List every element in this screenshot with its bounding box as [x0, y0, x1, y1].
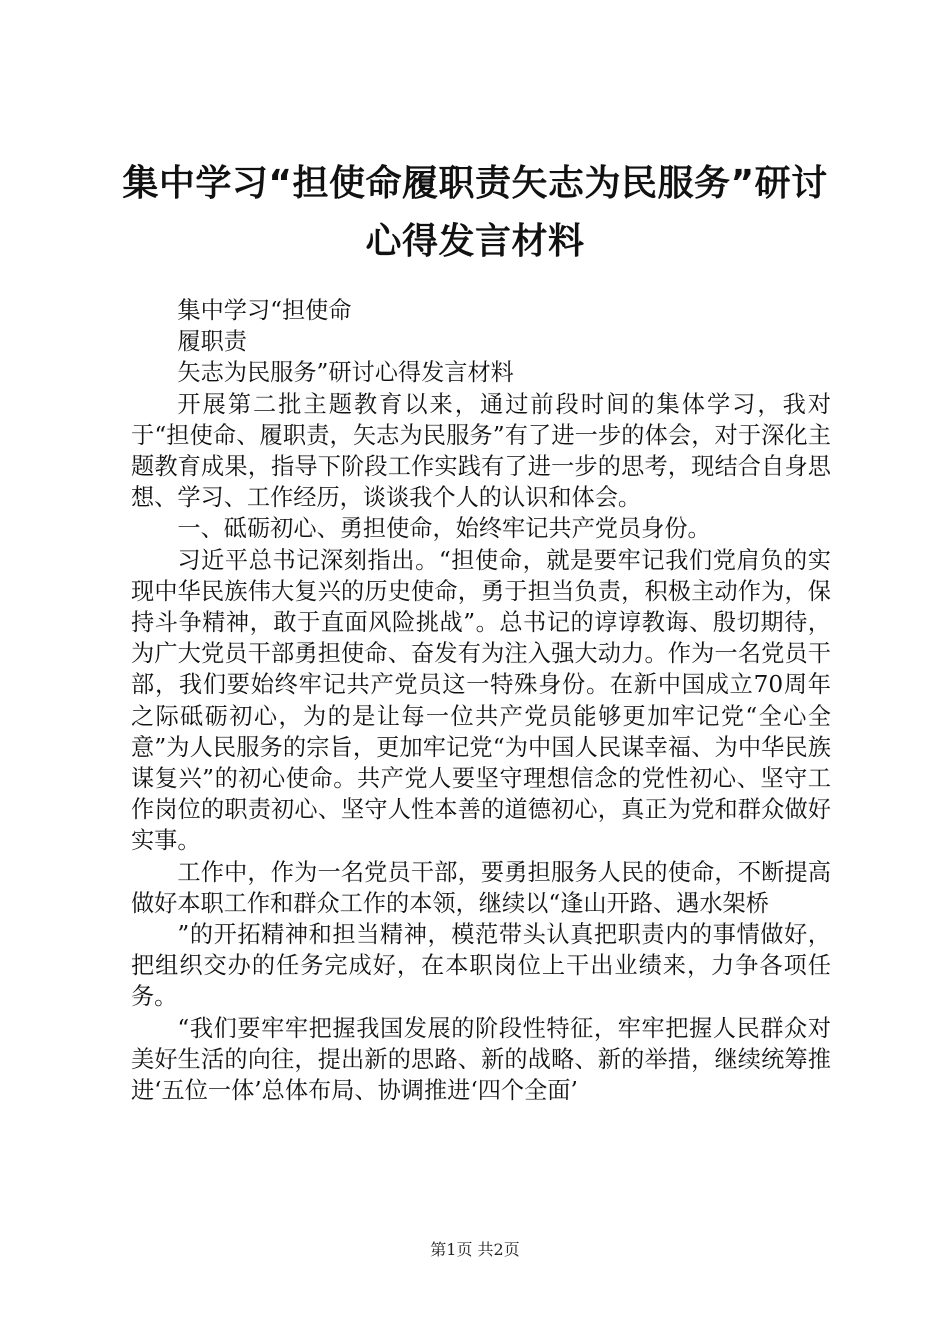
body-paragraph: 工作中，作为一名党员干部，要勇担服务人民的使命，不断提高做好本职工作和群众工作的本领，继续以“逢山开路、遇水架桥 [131, 858, 831, 917]
body-paragraph: 习近平总书记深刻指出。“担使命，就是要牢记我们党肩负的实现中华民族伟大复兴的历史使命，勇于担当负责，积极主动作为，保持斗争精神，敢于直面风险挑战”。总书记的谆谆教诲、殷切期待，为广大党员干部勇担使命、奋发有为注入强大动力。作为一名党员干部，我们要始终牢记共产党员这一特殊身份。在新中国成立70周年之际砥砺初心，为的是让每一位共产党员能够更加牢记党“全心全意”为人民服务的宗旨，更加牢记党“为中国人民谋幸福、为中华民族谋复兴”的初心使命。共产党人要坚守理想信念的党性初心、坚守工作岗位的职责初心、坚守人性本善的道德初心，真正为党和群众做好实事。 [131, 546, 831, 855]
document-title-line-1: 集中学习“担使命履职责矢志为民服务”研讨 [122, 163, 828, 204]
body-paragraph: 矢志为民服务”研讨心得发言材料 [177, 359, 514, 387]
body-paragraph: 集中学习“担使命 [177, 297, 352, 324]
body-paragraph: “我们要牢牢把握我国发展的阶段性特征，牢牢把握人民群众对美好生活的向往，提出新的思路、新的战略、新的举措，继续统筹推进‘五位一体’总体布局、协调推进‘四个全面’ [131, 1014, 831, 1105]
body-paragraph: ”的开拓精神和担当精神，模范带头认真把职责内的事情做好，把组织交办的任务完成好，在本职岗位上干出业绩来，力争各项任务。 [131, 921, 831, 1011]
section-heading: 一、砥砺初心、勇担使命，始终牢记共产党员身份。 [177, 515, 711, 543]
document-title-line-2: 心得发言材料 [365, 221, 585, 262]
page-footer: 第1页 共2页 [430, 1240, 520, 1259]
document-body [131, 295, 831, 1106]
body-paragraph: 履职责 [177, 328, 247, 356]
body-paragraph: 开展第二批主题教育以来，通过前段时间的集体学习，我对于“担使命、履职责，矢志为民服务”有了进一步的体会，对于深化主题教育成果，指导下阶段工作实践有了进一步的思考，现结合自身思想、学习、工作经历，谈谈我个人的认识和体会。 [131, 390, 831, 512]
